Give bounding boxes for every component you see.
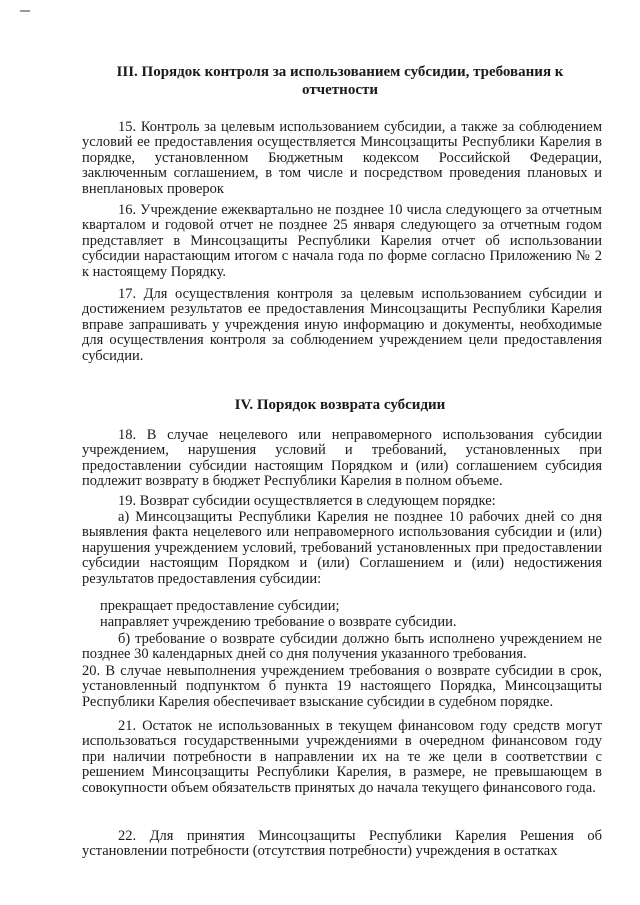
paragraph-16: 16. Учреждение ежеквартально не позднее 10 числа следующего за отчетным кварталом и годовой отчет не позднее 25 января следующего за отчетным годом представляет в Минсоцзащиты Республики Карелия отчет об использовании субсидии нарастающим итогом с начала года по форме согласно Приложению № 2 к настоящему Порядку.: [82, 202, 602, 280]
paragraph-19a: а) Минсоцзащиты Республики Карелия не позднее 10 рабочих дней со дня выявления факта нецелевого или неправомерного использования субсидии и (или) нарушения учреждением условий, требований установленных при предоставлении субсидии настоящим Порядком и (или) Соглашением и (или) недостижения результатов предоставления субсидии:: [82, 509, 602, 587]
paragraph-19: 19. Возврат субсидии осуществляется в следующем порядке:: [118, 493, 496, 509]
paragraph-17: 17. Для осуществления контроля за целевым использованием субсидии и достижением результатов ее предоставления Минсоцзащиты Республики Карелия вправе запрашивать у учреждения иную информацию и документы, необходимые для осуществления контроля за соблюдением учреждением цели предоставления субсидии.: [82, 286, 602, 364]
paragraph-18: 18. В случае нецелевого или неправомерного использования субсидии учреждением, нарушения условий и требований, установленных при предоставлении субсидии настоящим Порядком и (или) соглашением субсидия подлежит возврату в бюджет Республики Карелия в полном объеме.: [82, 427, 602, 490]
paragraph-21: 21. Остаток не использованных в текущем финансовом году средств могут использоваться государственными учреждениями в очередном финансовом году при наличии потребности в направлении их на те же цели в соответствии с решением Минсоцзащиты Республики Карелия, в размере, не превышающем в совокупности объем обязательств принятых до начала текущего финансового года.: [82, 718, 602, 796]
section-3-title: III. Порядок контроля за использованием субсидии, требования к отчетности: [116, 64, 564, 98]
paragraph-15: 15. Контроль за целевым использованием субсидии, а также за соблюдением условий ее предоставления осуществляется Минсоцзащиты Республики Карелия в порядке, установленном Бюджетным кодексом Российской Федерации, заключенным соглашением, в том числе и посредством проведения плановых и внеплановых проверок: [82, 119, 602, 197]
paragraph-22: 22. Для принятия Минсоцзащиты Республики Карелия Решения об установлении потребности (отсутствия потребности) учреждения в остатках: [82, 828, 602, 860]
paragraph-19a-item-1: прекращает предоставление субсидии;: [100, 598, 340, 614]
section-4-title: IV. Порядок возврата субсидии: [234, 397, 446, 413]
paragraph-20: 20. В случае невыполнения учреждением требования о возврате субсидии в срок, установленный подпунктом б пункта 19 настоящего Порядка, Минсоцзащиты Республики Карелия обеспечивает взыскание субсидии в судебном порядке.: [82, 663, 602, 710]
scan-mark: [20, 10, 30, 12]
paragraph-19a-item-2: направляет учреждению требование о возврате субсидии.: [100, 614, 457, 630]
paragraph-19b: б) требование о возврате субсидии должно быть исполнено учреждением не позднее 30 календарных дней со дня получения указанного требования.: [82, 631, 602, 663]
